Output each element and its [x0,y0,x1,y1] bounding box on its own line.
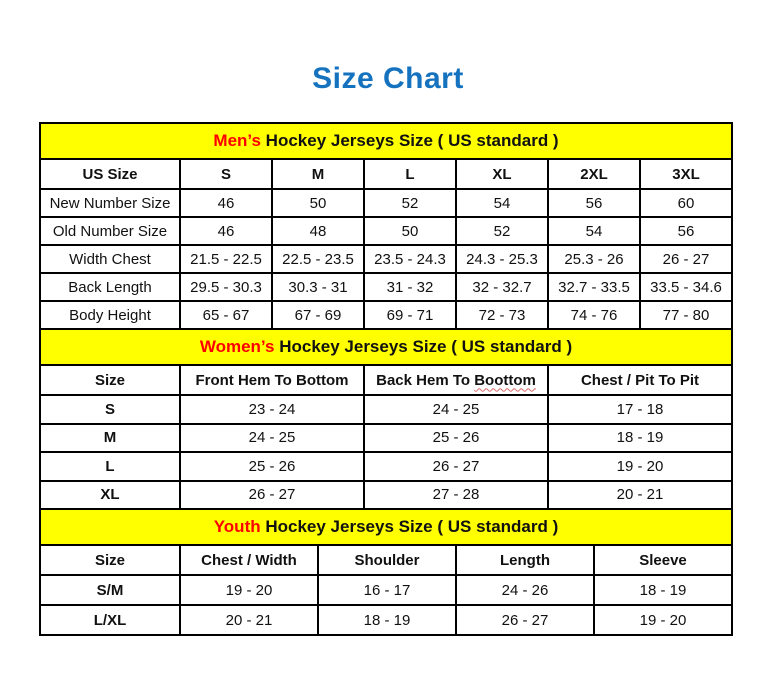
value-cell: 56 [640,217,732,245]
table-row [40,301,732,329]
value-cell: 22.5 - 23.5 [272,245,364,273]
value-cell: 56 [548,189,640,217]
table-row [40,217,732,245]
page-title: Size Chart [312,62,464,95]
value-cell: 60 [640,189,732,217]
mens-size-table [39,122,733,330]
value-cell: 30.3 - 31 [272,273,364,301]
table-row [40,575,732,605]
table-row [40,424,732,453]
value-cell: 24.3 - 25.3 [456,245,548,273]
womens-header-row [40,365,732,395]
value-cell: 72 - 73 [456,301,548,329]
youth-size-table [39,508,733,636]
value-cell: 65 - 67 [180,301,272,329]
value-cell: 52 [364,189,456,217]
back-hem-misspelled-word: Boottom [474,371,536,389]
row-label: Width Chest [40,245,180,273]
value-cell: 21.5 - 22.5 [180,245,272,273]
value-cell: 31 - 32 [364,273,456,301]
header-cell: Size [40,545,180,575]
value-cell: 26 - 27 [456,605,594,635]
header-cell: Shoulder [318,545,456,575]
value-cell: 50 [364,217,456,245]
header-cell: Length [456,545,594,575]
row-label: New Number Size [40,189,180,217]
value-cell: 24 - 26 [456,575,594,605]
youth-band-cell [40,509,732,545]
value-cell: 18 - 19 [594,575,732,605]
value-cell: 54 [456,189,548,217]
row-label: Old Number Size [40,217,180,245]
value-cell: 26 - 27 [364,452,548,481]
header-cell: Chest / Pit To Pit [548,365,732,395]
value-cell: 54 [548,217,640,245]
value-cell: 18 - 19 [318,605,456,635]
value-cell: 19 - 20 [180,575,318,605]
value-cell: 32 - 32.7 [456,273,548,301]
table-row [40,481,732,510]
table-row [40,605,732,635]
mens-header-row [40,159,732,189]
value-cell: 20 - 21 [548,481,732,510]
back-hem-prefix: Back Hem To [376,371,475,389]
table-row [40,273,732,301]
value-cell: 24 - 25 [364,395,548,424]
womens-section-band [40,329,732,365]
value-cell: 23.5 - 24.3 [364,245,456,273]
value-cell: 26 - 27 [640,245,732,273]
womens-size-table [39,328,733,510]
header-cell: US Size [40,159,180,189]
row-label: S [40,395,180,424]
value-cell: 48 [272,217,364,245]
value-cell: 74 - 76 [548,301,640,329]
header-cell: L [364,159,456,189]
womens-band-highlight: Women’s [199,337,275,356]
header-cell: 3XL [640,159,732,189]
value-cell: 19 - 20 [594,605,732,635]
value-cell: 25 - 26 [180,452,364,481]
row-label: S/M [40,575,180,605]
youth-header-row [40,545,732,575]
header-cell: Chest / Width [180,545,318,575]
value-cell: 16 - 17 [318,575,456,605]
value-cell: 52 [456,217,548,245]
value-cell: 46 [180,217,272,245]
value-cell: 25.3 - 26 [548,245,640,273]
table-row [40,452,732,481]
row-label: XL [40,481,180,510]
header-cell: 2XL [548,159,640,189]
header-cell: Size [40,365,180,395]
value-cell: 25 - 26 [364,424,548,453]
value-cell: 17 - 18 [548,395,732,424]
row-label: M [40,424,180,453]
value-cell: 23 - 24 [180,395,364,424]
value-cell: 67 - 69 [272,301,364,329]
row-label: Body Height [40,301,180,329]
value-cell: 19 - 20 [548,452,732,481]
youth-section-band [40,509,732,545]
header-cell-back-hem [364,365,548,395]
header-cell: XL [456,159,548,189]
womens-band-rest: Hockey Jerseys Size ( US standard ) [274,337,573,356]
value-cell: 24 - 25 [180,424,364,453]
header-cell: Sleeve [594,545,732,575]
value-cell: 32.7 - 33.5 [548,273,640,301]
header-cell: M [272,159,364,189]
row-label: L [40,452,180,481]
table-row [40,189,732,217]
mens-band-rest: Hockey Jerseys Size ( US standard ) [260,131,559,150]
row-label: Back Length [40,273,180,301]
value-cell: 29.5 - 30.3 [180,273,272,301]
mens-section-band [40,123,732,159]
value-cell: 69 - 71 [364,301,456,329]
row-label: L/XL [40,605,180,635]
youth-band-highlight: Youth [213,517,261,536]
womens-band-cell [40,329,732,365]
mens-band-cell [40,123,732,159]
table-row [40,245,732,273]
value-cell: 18 - 19 [548,424,732,453]
mens-band-highlight: Men’s [213,131,261,150]
value-cell: 26 - 27 [180,481,364,510]
youth-band-rest: Hockey Jerseys Size ( US standard ) [260,517,559,536]
value-cell: 27 - 28 [364,481,548,510]
value-cell: 50 [272,189,364,217]
header-cell: S [180,159,272,189]
value-cell: 46 [180,189,272,217]
header-cell: Front Hem To Bottom [180,365,364,395]
value-cell: 33.5 - 34.6 [640,273,732,301]
size-tables [39,122,733,636]
value-cell: 77 - 80 [640,301,732,329]
value-cell: 20 - 21 [180,605,318,635]
table-row [40,395,732,424]
